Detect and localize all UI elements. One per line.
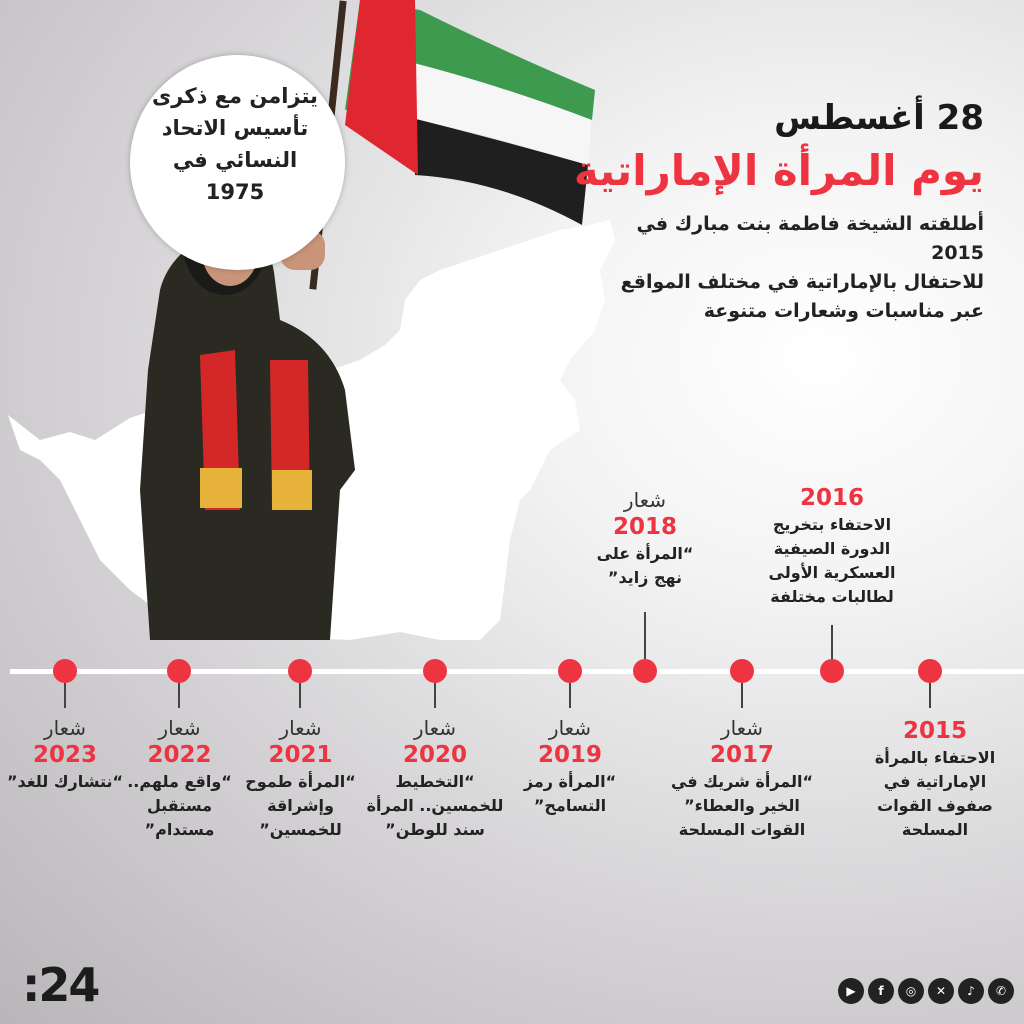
timeline-dot-2023 (53, 659, 77, 683)
timeline-entry-2020 (355, 716, 515, 842)
timeline-entry-2022 (112, 716, 247, 842)
entry-year: 2020 (402, 742, 467, 768)
entry-text: المسلحة (901, 820, 969, 839)
timeline-entry-2021 (233, 716, 368, 842)
timeline-entry-2023 (0, 716, 130, 794)
entry-text: مستدام” (144, 820, 215, 839)
entry-text: “المرأة رمز (523, 772, 617, 791)
entry-text: سند للوطن” (385, 820, 485, 839)
timeline-stem (644, 612, 646, 659)
entry-text: نهج زايد” (607, 568, 683, 587)
entry-text: للخمسين” (259, 820, 342, 839)
timeline-dot-2020 (423, 659, 447, 683)
entry-text: القوات المسلحة (678, 820, 806, 839)
slogan-word: شعار (548, 716, 592, 740)
description-line: عبر مناسبات وشعارات متنوعة (703, 300, 984, 322)
slogan-word: شعار (158, 716, 201, 740)
entry-text: الدورة الصيفية (773, 539, 891, 558)
timeline-dot-2022 (167, 659, 191, 683)
entry-text: الإماراتية في (883, 772, 987, 791)
entry-text: “المرأة طموح (245, 772, 356, 791)
youtube-icon[interactable]: ▶ (838, 978, 864, 1004)
entry-text: “المرأة على (596, 544, 694, 563)
timeline-dot-2018 (633, 659, 657, 683)
tiktok-icon[interactable]: ♪ (958, 978, 984, 1004)
entry-text: الاحتفاء بالمرأة (874, 748, 996, 767)
entry-text: مستقبل (146, 796, 213, 815)
entry-year: 2023 (32, 742, 97, 768)
entry-year: 2015 (902, 718, 967, 744)
timeline-dot-2021 (288, 659, 312, 683)
entry-text: وإشراقة (267, 796, 334, 815)
page-title: يوم المرأة الإماراتية (573, 146, 984, 195)
entry-text: الاحتفاء بتخريج (772, 515, 892, 534)
entry-text: الخير والعطاء” (684, 796, 800, 815)
entry-text: للخمسين.. المرأة (366, 796, 504, 815)
timeline-stem (831, 625, 833, 659)
description-line: أطلقته الشيخة فاطمة بنت مبارك في 2015 (636, 213, 984, 264)
timeline-dot-2019 (558, 659, 582, 683)
timeline-entry-2018 (565, 488, 725, 590)
entry-year: 2019 (537, 742, 602, 768)
instagram-icon[interactable]: ◎ (898, 978, 924, 1004)
timeline-stem (178, 683, 180, 708)
timeline-entry-2017 (662, 716, 822, 842)
entry-text: لطالبات مختلفة (770, 587, 894, 606)
badge-line: النسائي في 1975 (172, 148, 298, 204)
entry-text: صفوف القوات (877, 796, 993, 815)
description (604, 210, 984, 326)
entry-year: 2018 (612, 514, 677, 540)
entry-text: العسكرية الأولى (768, 563, 896, 582)
entry-text: “نتشارك للغد” (6, 772, 124, 791)
social-icons (838, 978, 1014, 1004)
slogan-word: شعار (279, 716, 322, 740)
entry-text: “المرأة شريك في (670, 772, 813, 791)
facebook-icon[interactable]: f (868, 978, 894, 1004)
slogan-word: شعار (413, 716, 457, 740)
badge-text (140, 80, 330, 208)
timeline-dot-2017 (730, 659, 754, 683)
timeline-dot-2015 (918, 659, 942, 683)
timeline-line (10, 669, 1024, 674)
timeline-stem (929, 683, 931, 708)
entry-text: التسامح” (533, 796, 607, 815)
timeline-stem (569, 683, 571, 708)
timeline-entry-2016 (752, 483, 912, 609)
whatsapp-icon[interactable]: ✆ (988, 978, 1014, 1004)
description-line: للاحتفال بالإماراتية في مختلف المواقع (620, 271, 984, 293)
entry-year: 2016 (799, 485, 864, 511)
slogan-word: شعار (43, 716, 87, 740)
timeline-stem (299, 683, 301, 708)
entry-year: 2021 (268, 742, 333, 768)
timeline-stem (64, 683, 66, 708)
timeline-dot-2016 (820, 659, 844, 683)
entry-text: “التخطيط (395, 772, 475, 791)
slogan-word: شعار (720, 716, 764, 740)
brand-logo: :24 (22, 958, 99, 1012)
timeline-entry-2015 (860, 716, 1010, 842)
timeline-stem (434, 683, 436, 708)
badge-line: يتزامن مع ذكرى (152, 84, 318, 108)
timeline-entry-2019 (510, 716, 630, 818)
entry-text: “واقع ملهم.. (127, 772, 232, 791)
x-icon[interactable]: ✕ (928, 978, 954, 1004)
entry-year: 2022 (147, 742, 212, 768)
date-heading: 28 أغسطس (774, 98, 984, 138)
entry-year: 2017 (709, 742, 774, 768)
slogan-word: شعار (623, 488, 667, 512)
timeline-stem (741, 683, 743, 708)
badge-line: تأسيس الاتحاد (161, 116, 309, 140)
